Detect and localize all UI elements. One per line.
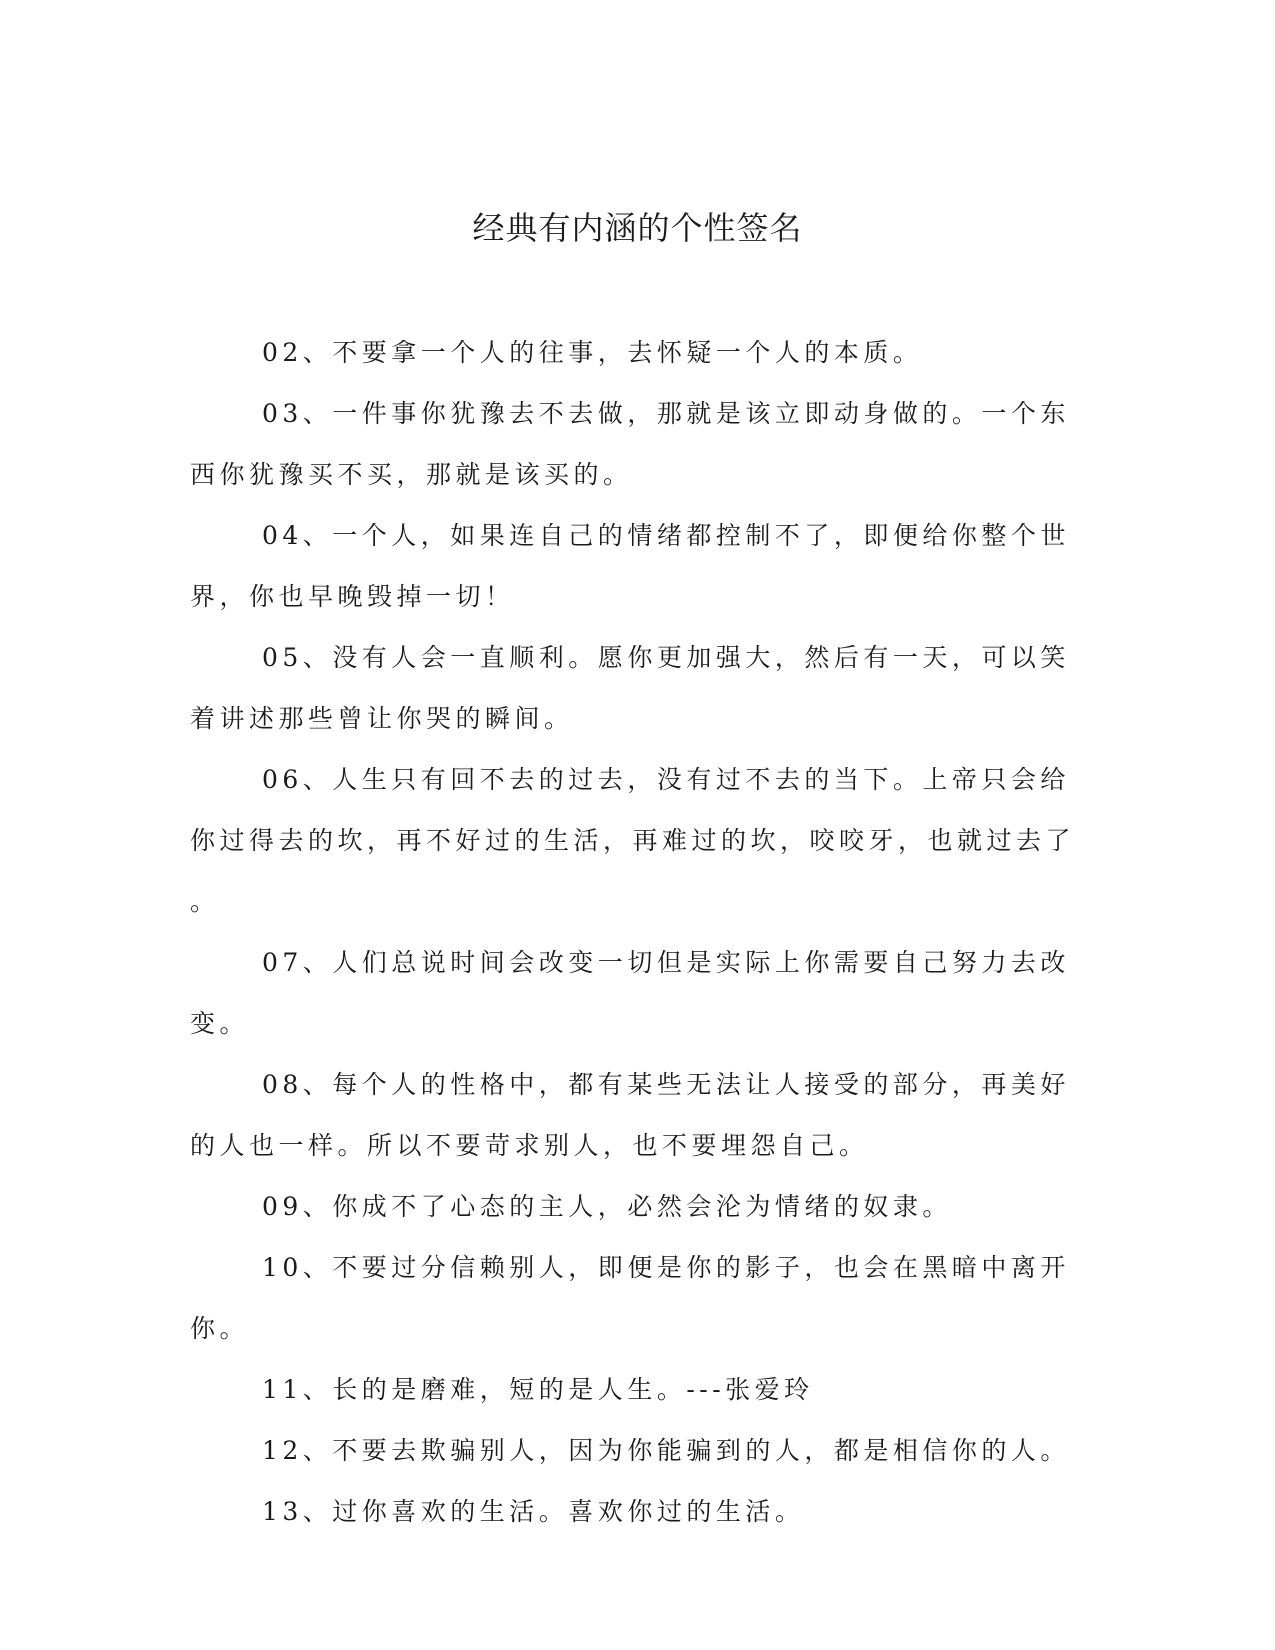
document-body xyxy=(190,322,1080,1542)
paragraph-08: 08、每个人的性格中，都有某些无法让人接受的部分，再美好的人也一样。所以不要苛求别人，也不要埋怨自己。 xyxy=(190,1070,1070,1160)
paragraph-03: 03、一件事你犹豫去不去做，那就是该立即动身做的。一个东西你犹豫买不买，那就是该买的。 xyxy=(190,399,1070,489)
paragraph-04: 04、一个人，如果连自己的情绪都控制不了，即便给你整个世界，你也早晚毁掉一切！ xyxy=(190,521,1070,611)
paragraph-12: 12、不要去欺骗别人，因为你能骗到的人，都是相信你的人。 xyxy=(262,1436,1070,1465)
document-title: 经典有内涵的个性签名 xyxy=(472,209,803,247)
paragraph-02: 02、不要拿一个人的往事，去怀疑一个人的本质。 xyxy=(262,338,923,367)
paragraph-13: 13、过你喜欢的生活。喜欢你过的生活。 xyxy=(262,1497,805,1526)
paragraph-07: 07、人们总说时间会改变一切但是实际上你需要自己努力去改变。 xyxy=(190,948,1070,1038)
paragraph-06: 06、人生只有回不去的过去，没有过不去的当下。上帝只会给你过得去的坎，再不好过的生活，再难过的坎，咬咬牙，也就过去了。 xyxy=(190,765,1076,916)
paragraph-09: 09、你成不了心态的主人，必然会沦为情绪的奴隶。 xyxy=(262,1192,952,1221)
paragraph-05: 05、没有人会一直顺利。愿你更加强大，然后有一天，可以笑着讲述那些曾让你哭的瞬间。 xyxy=(190,643,1070,733)
paragraph-10: 10、不要过分信赖别人，即便是你的影子，也会在黑暗中离开你。 xyxy=(190,1253,1070,1343)
paragraph-11: 11、长的是磨难，短的是人生。---张爱玲 xyxy=(262,1375,814,1404)
